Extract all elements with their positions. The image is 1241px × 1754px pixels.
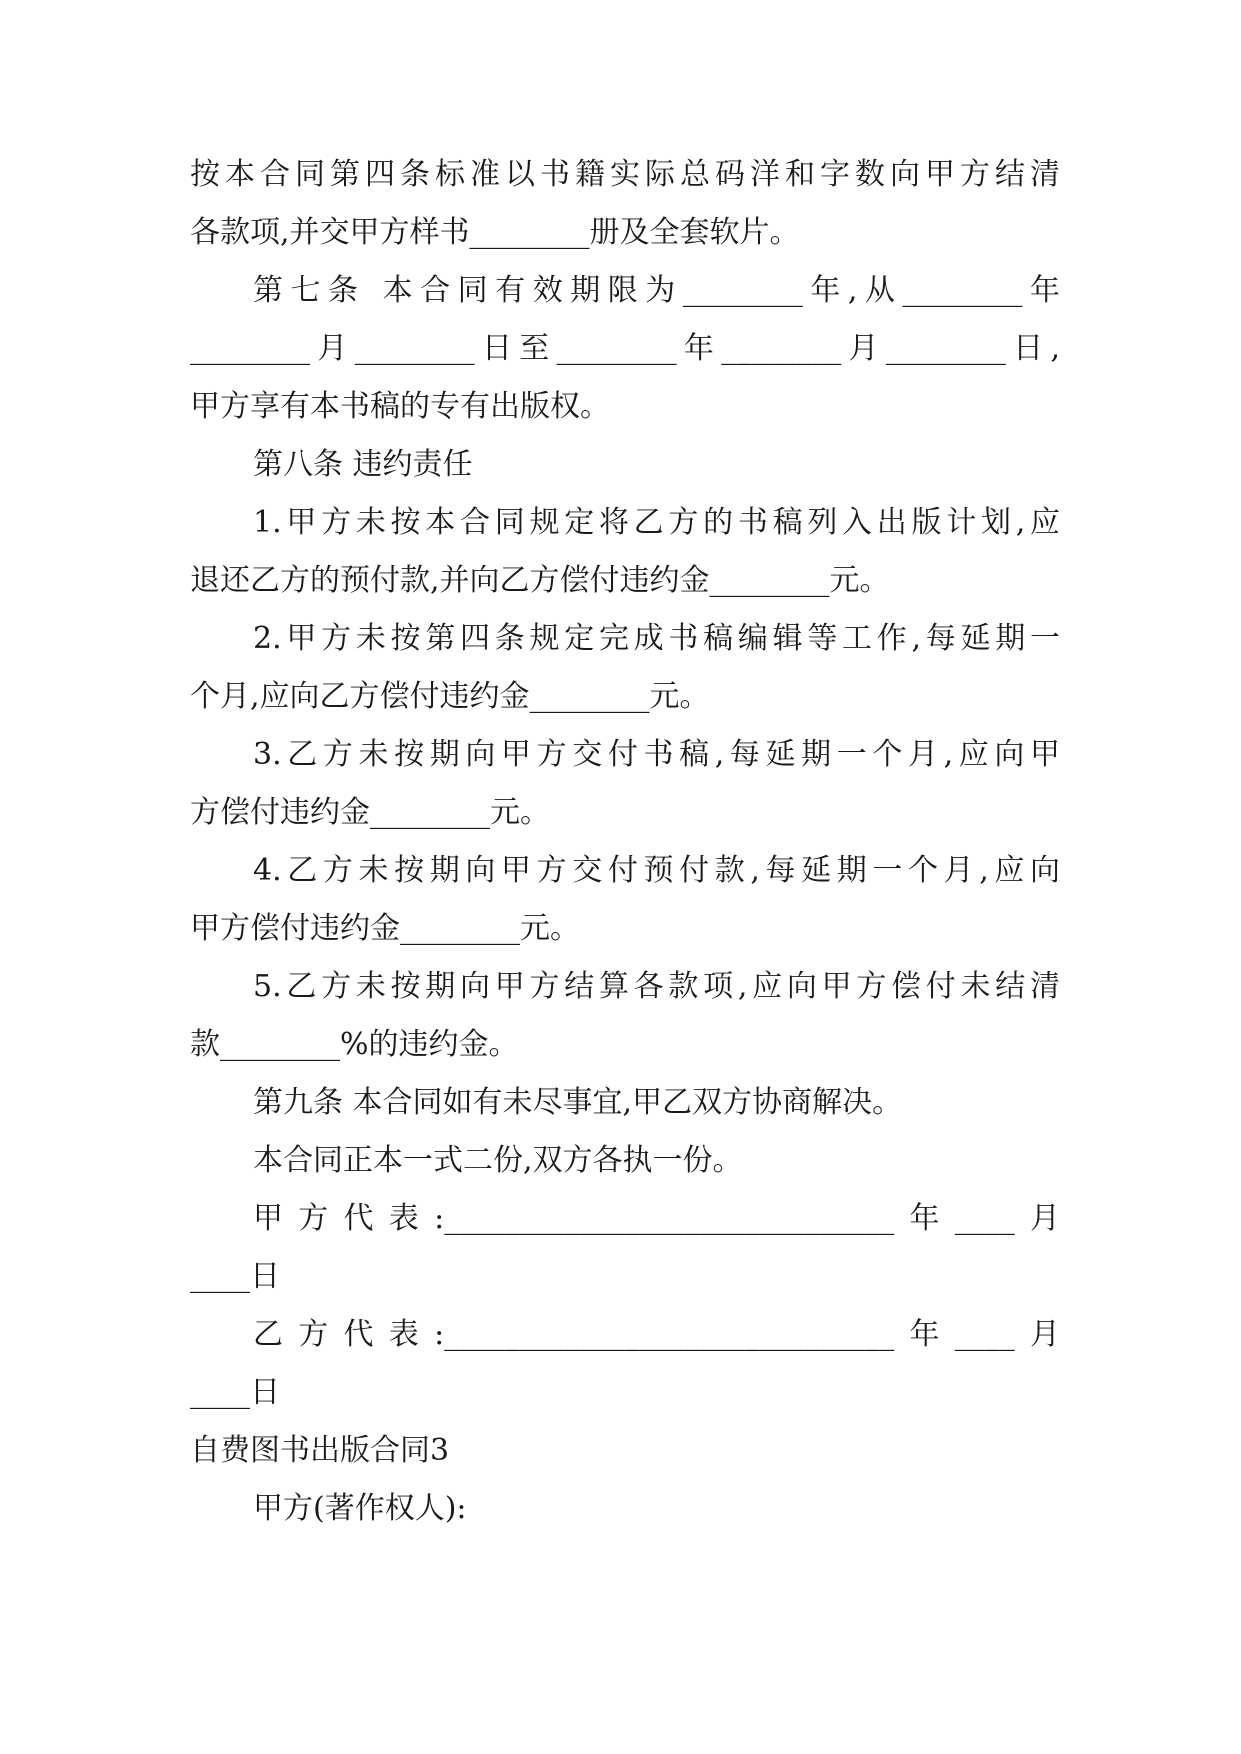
text-line: 各款项,并交甲方样书________册及全套软片。 <box>190 215 800 250</box>
text-line: 3.乙方未按期向甲方交付书稿,每延期一个月,应向甲 <box>253 737 1060 772</box>
text-line: ____日 <box>190 1259 280 1294</box>
text-line: ____日 <box>190 1375 280 1410</box>
text-line: 2.甲方未按第四条规定完成书稿编辑等工作,每延期一 <box>253 621 1060 656</box>
clause-7-heading: 第七条 本合同有效期限为________年,从________年 <box>253 273 1060 308</box>
text-line: ________月________日至________年________月________日, <box>190 331 1060 366</box>
text-line: 甲方(著作权人): <box>253 1491 467 1526</box>
text-line: 5.乙方未按期向甲方结算各款项,应向甲方偿付未结清 <box>253 969 1060 1004</box>
text-line: 退还乙方的预付款,并向乙方偿付违约金________元。 <box>190 563 890 598</box>
text-line: 4.乙方未按期向甲方交付预付款,每延期一个月,应向 <box>253 853 1060 888</box>
text-line: 款________%的违约金。 <box>190 1027 519 1062</box>
clause-8-heading: 第八条 违约责任 <box>253 447 473 482</box>
text-line: 个月,应向乙方偿付违约金________元。 <box>190 679 710 714</box>
party-b-signature-line: 乙方代表:______________________________年____月 <box>253 1317 1060 1352</box>
text-line: 甲方享有本书稿的专有出版权。 <box>190 389 610 424</box>
text-line: 甲方偿付违约金________元。 <box>190 911 580 946</box>
text-line: 1.甲方未按本合同规定将乙方的书稿列入出版计划,应 <box>253 505 1060 540</box>
text-line: 按本合同第四条标准以书籍实际总码洋和字数向甲方结清 <box>190 157 1060 192</box>
clause-9-heading: 第九条 本合同如有未尽事宜,甲乙双方协商解决。 <box>253 1085 903 1120</box>
text-line: 本合同正本一式二份,双方各执一份。 <box>253 1143 743 1178</box>
section-title: 自费图书出版合同3 <box>190 1433 450 1468</box>
text-line: 方偿付违约金________元。 <box>190 795 550 830</box>
party-a-signature-line: 甲方代表:______________________________年____月 <box>253 1201 1060 1236</box>
